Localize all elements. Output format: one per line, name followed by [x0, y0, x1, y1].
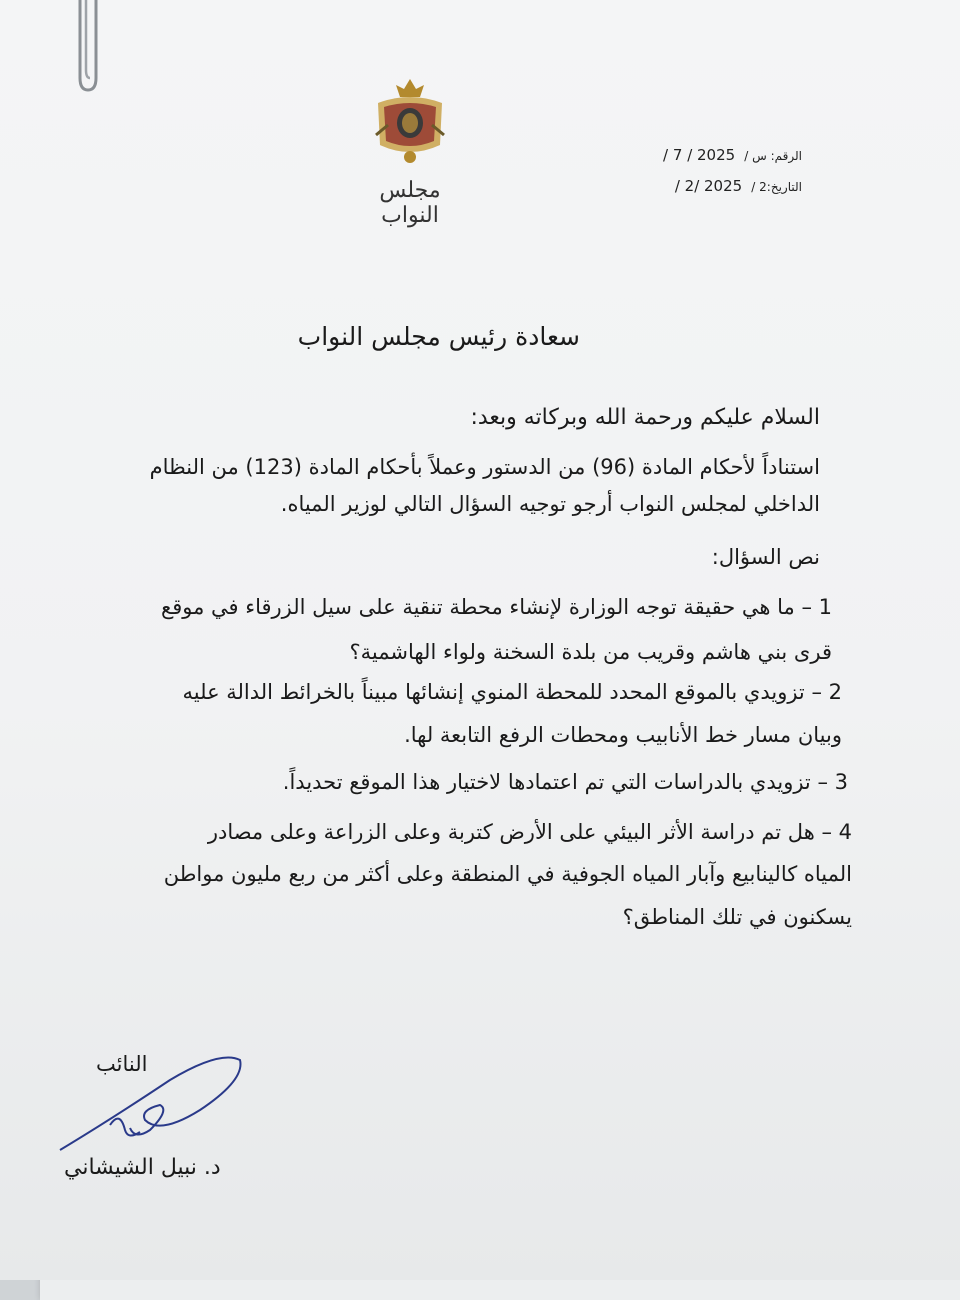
question-heading: نص السؤال: [711, 545, 820, 569]
question-1-line: 1 – ما هي حقيقة توجه الوزارة لإنشاء محطة تنقية على سيل الزرقاء في موقع [161, 595, 832, 619]
question-4-line: المياه كالينابيع وآبار المياه الجوفية في المنطقة وعلى أكثر من ربع مليون مواطن [163, 862, 852, 886]
salutation: سعادة رئيس مجلس النواب [297, 322, 580, 351]
question-2-line: 2 – تزويدي بالموقع المحدد للمحطة المنوي إنشائها مبيناً بالخرائط الدالة عليه [182, 680, 842, 704]
signature-name: د. نبيل الشيشاني [64, 1155, 221, 1180]
reference-number-value: 2025 / 7 / [663, 146, 736, 164]
signature-title: النائب [96, 1052, 148, 1076]
handwritten-signature [50, 1040, 250, 1170]
parliament-name: مجلس النواب [379, 178, 441, 228]
intro-line: الداخلي لمجلس النواب أرجو توجيه السؤال التالي لوزير المياه. [280, 492, 820, 516]
intro-line: استناداً لأحكام المادة (96) من الدستور وعملاً بأحكام المادة (123) من النظام [149, 455, 820, 479]
question-1-line: قرى بني هاشم وقريب من بلدة السخنة ولواء الهاشمية؟ [349, 640, 832, 664]
greeting: السلام عليكم ورحمة الله وبركاته وبعد: [470, 405, 820, 430]
reference-date [675, 176, 802, 195]
question-2-line: وبيان مسار خط الأنابيب ومحطات الرفع التابعة لها. [404, 723, 842, 747]
reference-date-label: التاريخ:2 / [751, 180, 802, 194]
reference-date-value: 2025 /2 / [674, 177, 743, 195]
paperclip-icon [66, 0, 106, 100]
question-3-line: 3 – تزويدي بالدراسات التي تم اعتمادها لاختيار هذا الموقع تحديداً. [282, 770, 848, 794]
reference-number-label: الرقم: س / [744, 149, 802, 163]
question-4-line: يسكنون في تلك المناطق؟ [622, 905, 852, 929]
question-4-line: 4 – هل تم دراسة الأثر البيئي على الأرض كتربة وعلى الزراعة وعلى مصادر [207, 820, 852, 844]
reference-number [663, 145, 802, 164]
coat-of-arms-emblem [370, 75, 450, 170]
